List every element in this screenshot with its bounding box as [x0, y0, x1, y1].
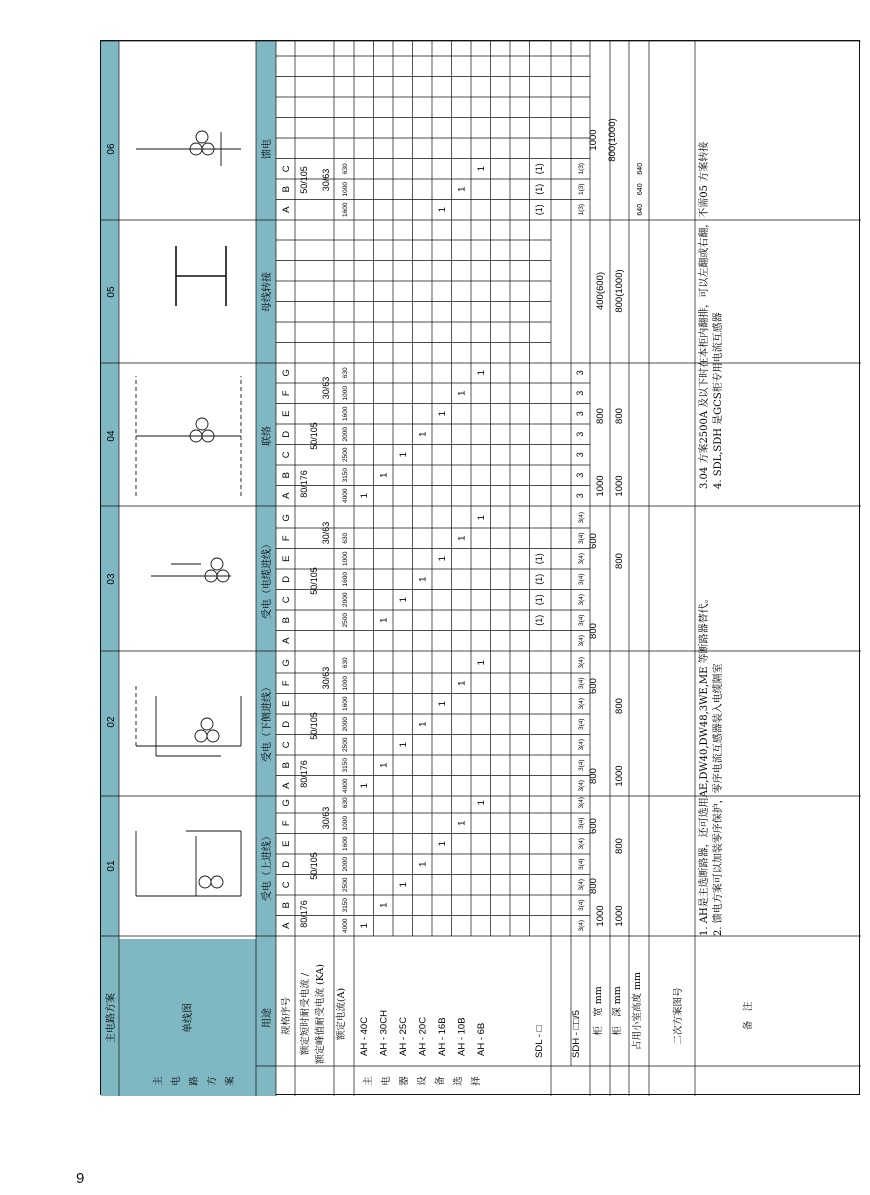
current-6-0: 1600	[342, 202, 349, 217]
rating-30-2: 30/63	[321, 666, 331, 690]
depth-03: 800	[614, 553, 625, 569]
sdh-3-6: 3(4)	[578, 511, 585, 524]
note-3: 3.04 方案2500A 及以下时在本柜内翻排，可以左翻或右翻，不需05 方案转接	[699, 141, 710, 489]
sdh-3-1: 3(4)	[578, 614, 585, 627]
letter-1-E: E	[281, 840, 292, 847]
sdh-6-1: 1(3)	[578, 183, 585, 196]
scheme-number-06: 06	[106, 143, 117, 155]
letter-1-B: B	[281, 902, 292, 909]
depth-02b: 800	[614, 698, 625, 714]
width-01a: 1000	[595, 905, 606, 927]
letter-3-F: F	[281, 535, 292, 542]
current-2-5: 1000	[342, 676, 349, 691]
rating-50-3: 50/105	[309, 567, 319, 595]
device-4: AH - 16B	[437, 1017, 448, 1056]
letter-3-D: D	[281, 575, 292, 583]
sdh-6-0: 1(3)	[578, 203, 585, 216]
sdh-2-3: 3(4)	[578, 718, 585, 731]
letter-2-E: E	[281, 700, 292, 707]
mark-4-0: 1	[359, 493, 370, 499]
note-2: 2. 馈电方案可以加装零序保护，零序电流互感器装入电缆隔室	[713, 663, 724, 936]
letter-1-C: C	[281, 881, 292, 889]
mark-1-4: 1	[437, 841, 448, 847]
width-04b: 800	[595, 408, 606, 424]
diagram-05	[176, 246, 226, 306]
sdl-3-3: (1)	[534, 573, 544, 585]
width-04a: 1000	[595, 475, 606, 497]
letter-4-F: F	[281, 390, 292, 397]
current-4-3: 2000	[342, 427, 349, 442]
main-circuit-header: 主电路方案	[106, 993, 117, 1043]
left-char-0: 主	[153, 1076, 164, 1086]
secondary-label: 二次方案图号	[673, 987, 684, 1045]
width-03b: 600	[588, 533, 599, 549]
page-number: 9	[76, 1170, 85, 1187]
current-1-6: 630	[342, 797, 349, 809]
mark-6-1: 1	[456, 186, 468, 192]
width-02b: 600	[588, 678, 599, 694]
mark-1-2: 1	[398, 882, 409, 888]
sdh-2-2: 3(4)	[578, 738, 585, 751]
sdl-3-1: (1)	[534, 614, 544, 626]
sdl-label: SDL - □	[534, 1025, 545, 1058]
letter-3-G: G	[281, 514, 292, 522]
device-1: AH - 30CH	[378, 1010, 390, 1056]
usage-02: 受电（下侧进线）	[262, 682, 273, 762]
width-06: 1000	[588, 129, 599, 151]
rating-50-2: 50/105	[309, 712, 319, 740]
mark-4-2: 1	[398, 452, 409, 458]
letter-2-D: D	[281, 720, 292, 728]
mark-3-5: 1	[456, 535, 468, 541]
equip-char-3: 设	[417, 1076, 428, 1086]
rating-30-1: 30/63	[321, 806, 331, 830]
mark-2-6: 1	[476, 660, 487, 666]
letter-4-C: C	[281, 451, 292, 459]
rating-30-3: 30/63	[321, 521, 331, 545]
current-1-4: 1600	[342, 836, 349, 851]
rating-80-1: 80/176	[299, 900, 309, 928]
rating-80-2: 80/176	[299, 760, 309, 788]
usage-05: 母线转接	[262, 272, 273, 312]
usage-03: 受电（电缆进线）	[262, 539, 273, 619]
current-6-2: 630	[342, 163, 349, 175]
equip-char-0: 主	[363, 1076, 374, 1086]
rating-80-4: 80/176	[299, 470, 309, 498]
letter-2-G: G	[281, 659, 292, 667]
left-char-4: 案	[225, 1076, 236, 1086]
rating-30-4: 30/63	[321, 376, 331, 400]
width-05: 400(600)	[595, 271, 606, 311]
sdh-1-0: 3(4)	[578, 919, 585, 932]
equip-char-2: 器	[399, 1076, 410, 1086]
diagram-06	[136, 131, 241, 166]
width-01c: 600	[588, 818, 599, 834]
mark-3-2: 1	[398, 597, 409, 603]
scheme-number-05: 05	[106, 286, 117, 298]
sdh-4-6: 3	[575, 370, 585, 376]
note-1: 1. AH是主选断路器，还可选用AE,DW40,DW48,3WE,ME 等断路器替代。	[699, 593, 710, 936]
letter-1-D: D	[281, 860, 292, 868]
height-6-0: 640	[637, 203, 644, 216]
sdl-3-2: (1)	[534, 594, 544, 606]
scheme-number-04: 04	[106, 430, 117, 442]
current-2-6: 630	[342, 657, 349, 669]
depth-06: 800(1000)	[607, 118, 618, 162]
mark-2-5: 1	[456, 680, 468, 686]
note-4: 4. SDL,SDH 是GCS柜专用电流互感器	[713, 312, 724, 489]
single-line-label: 单线图	[183, 1003, 194, 1033]
sdh-4-5: 3	[575, 390, 585, 396]
depth-01b: 800	[614, 838, 625, 854]
rating-50-1: 50/105	[309, 852, 319, 880]
scheme-number-02: 02	[106, 716, 117, 728]
left-char-3: 方	[207, 1076, 218, 1086]
mark-3-6: 1	[476, 515, 487, 521]
current-4-2: 2500	[342, 447, 349, 462]
scheme-number-03: 03	[106, 573, 117, 585]
current-2-3: 2000	[342, 717, 349, 732]
letter-6-C: C	[281, 165, 292, 173]
mark-2-4: 1	[437, 701, 448, 707]
sdh-1-2: 3(4)	[578, 878, 585, 891]
diagram-02	[136, 686, 241, 756]
current-3-2: 1600	[342, 572, 349, 587]
letter-1-G: G	[281, 799, 292, 807]
diagram-01	[136, 831, 241, 896]
depth-label: 柜 深 mm	[612, 986, 623, 1036]
mark-4-1: 1	[378, 472, 390, 478]
sdh-3-3: 3(4)	[578, 573, 585, 586]
sdh-3-2: 3(4)	[578, 593, 585, 606]
current-1-2: 2500	[342, 877, 349, 892]
height-6-1: 640	[637, 183, 644, 196]
usage-label: 用途	[262, 1008, 273, 1028]
sdh-2-5: 3(4)	[578, 677, 585, 690]
device-3: AH - 20C	[417, 1016, 429, 1056]
width-03a: 800	[588, 623, 599, 639]
spec-label: 规格序号	[281, 996, 292, 1036]
depth-02a: 1000	[614, 765, 625, 787]
sdh-2-4: 3(4)	[578, 697, 585, 710]
current-3-4: 630	[342, 532, 349, 544]
rating-50-6: 50/105	[299, 166, 309, 194]
letter-6-A: A	[281, 206, 292, 213]
width-02a: 800	[588, 768, 599, 784]
current-4-1: 3150	[342, 468, 349, 483]
mark-1-6: 1	[476, 800, 487, 806]
sdh-1-4: 3(4)	[578, 837, 585, 850]
letter-1-A: A	[281, 922, 292, 929]
mark-3-3: 1	[417, 576, 429, 582]
width-label: 柜 宽 mm	[593, 986, 604, 1036]
sdl-6-0: (1)	[534, 204, 544, 216]
mark-4-5: 1	[456, 390, 468, 396]
current-1-1: 3150	[342, 898, 349, 913]
sdh-2-6: 3(4)	[578, 656, 585, 669]
current-1-3: 2000	[342, 857, 349, 872]
mark-3-1: 1	[378, 617, 390, 623]
current-2-4: 1600	[342, 696, 349, 711]
sdh-1-3: 3(4)	[578, 858, 585, 871]
device-6: AH - 6B	[476, 1022, 487, 1056]
letter-2-B: B	[281, 762, 292, 769]
mark-2-1: 1	[378, 762, 390, 768]
current-1-5: 1000	[342, 816, 349, 831]
mark-3-4: 1	[437, 556, 448, 562]
sdh-label: SDH - □□/5	[571, 1010, 582, 1058]
mark-4-4: 1	[437, 411, 448, 417]
letter-3-B: B	[281, 617, 292, 624]
mark-1-0: 1	[359, 923, 370, 929]
current-3-0: 2500	[342, 613, 349, 628]
equip-char-1: 电	[381, 1076, 392, 1086]
depth-05: 800(1000)	[614, 269, 625, 313]
mark-1-1: 1	[378, 902, 390, 908]
sdh-4-1: 3	[575, 472, 585, 478]
current-6-1: 1000	[342, 182, 349, 197]
current-1-0: 4000	[342, 918, 349, 933]
depth-04b: 800	[614, 408, 625, 424]
sdh-4-0: 3	[575, 493, 585, 499]
sdh-4-3: 3	[575, 431, 585, 437]
diagram-03	[151, 558, 231, 582]
remarks-label: 备 注	[743, 1001, 754, 1031]
letter-1-F: F	[281, 820, 292, 827]
mark-1-3: 1	[417, 861, 429, 867]
left-char-2: 路	[189, 1076, 200, 1086]
rating-50-4: 50/105	[309, 422, 319, 450]
left-char-1: 电	[171, 1076, 182, 1086]
mark-6-2: 1	[476, 166, 487, 172]
mark-4-3: 1	[417, 431, 429, 437]
sdh-4-2: 3	[575, 452, 585, 458]
mark-6-0: 1	[437, 207, 448, 213]
scheme-number-band	[101, 41, 119, 1096]
depth-01a: 1000	[614, 905, 625, 927]
letter-2-C: C	[281, 741, 292, 749]
sdh-1-6: 3(4)	[578, 796, 585, 809]
rated-short-label-b: 额定峰值耐受电流 (KA)	[315, 963, 326, 1065]
scheme-number-01: 01	[106, 860, 117, 872]
mark-2-3: 1	[417, 721, 429, 727]
sdh-2-0: 3(4)	[578, 779, 585, 792]
letter-3-C: C	[281, 596, 292, 604]
letter-4-G: G	[281, 369, 292, 377]
letter-4-E: E	[281, 410, 292, 417]
equip-char-5: 选	[453, 1076, 464, 1086]
current-2-2: 2500	[342, 737, 349, 752]
depth-04a: 1000	[614, 475, 625, 497]
sdh-3-4: 3(4)	[578, 552, 585, 565]
height-label: 占用小室高度 mm	[632, 971, 643, 1051]
rating-30-6: 30/63	[321, 168, 331, 192]
rated-short-label-a: 额定短时耐受电流 /	[300, 972, 311, 1056]
rated-current-label: 额定电流(A)	[336, 987, 347, 1041]
current-3-1: 2000	[342, 592, 349, 607]
sdh-3-5: 3(4)	[578, 532, 585, 545]
letter-2-F: F	[281, 680, 292, 687]
device-0: AH - 40C	[359, 1016, 370, 1056]
usage-04: 联络	[262, 426, 273, 446]
device-5: AH - 10B	[456, 1017, 468, 1056]
sdl-6-1: (1)	[534, 183, 544, 195]
current-4-4: 1600	[342, 406, 349, 421]
current-2-1: 3150	[342, 758, 349, 773]
sdh-2-1: 3(4)	[578, 759, 585, 772]
letter-3-A: A	[281, 637, 292, 644]
mark-1-5: 1	[456, 820, 468, 826]
usage-01: 受电（上进线）	[262, 831, 273, 901]
current-3-3: 1000	[342, 551, 349, 566]
letter-4-B: B	[281, 472, 292, 479]
sdl-3-4: (1)	[534, 553, 544, 565]
current-4-5: 1000	[342, 386, 349, 401]
equip-char-6: 择	[471, 1076, 482, 1086]
device-2: AH - 25C	[398, 1016, 409, 1056]
sdl-6-2: (1)	[534, 163, 544, 175]
sdh-6-2: 1(3)	[578, 162, 585, 175]
mark-2-2: 1	[398, 742, 409, 748]
sdh-4-4: 3	[575, 411, 585, 417]
letter-6-B: B	[281, 186, 292, 193]
current-2-0: 4000	[342, 778, 349, 793]
letter-3-E: E	[281, 555, 292, 562]
diagram-04	[136, 376, 241, 496]
equip-char-4: 备	[435, 1076, 446, 1086]
scheme-table	[101, 41, 861, 1096]
letter-2-A: A	[281, 782, 292, 789]
current-4-0: 4000	[342, 488, 349, 503]
height-6-2: 640	[637, 162, 644, 175]
sdh-3-0: 3(4)	[578, 634, 585, 647]
sdh-1-5: 3(4)	[578, 817, 585, 830]
letter-4-D: D	[281, 430, 292, 438]
letter-4-A: A	[281, 492, 292, 499]
scheme-table-sheet	[100, 40, 860, 1095]
sdh-1-1: 3(4)	[578, 899, 585, 912]
width-01b: 800	[588, 878, 599, 894]
current-4-6: 630	[342, 367, 349, 379]
mark-4-6: 1	[476, 370, 487, 376]
usage-06: 馈电	[262, 139, 273, 159]
mark-2-0: 1	[359, 783, 370, 789]
